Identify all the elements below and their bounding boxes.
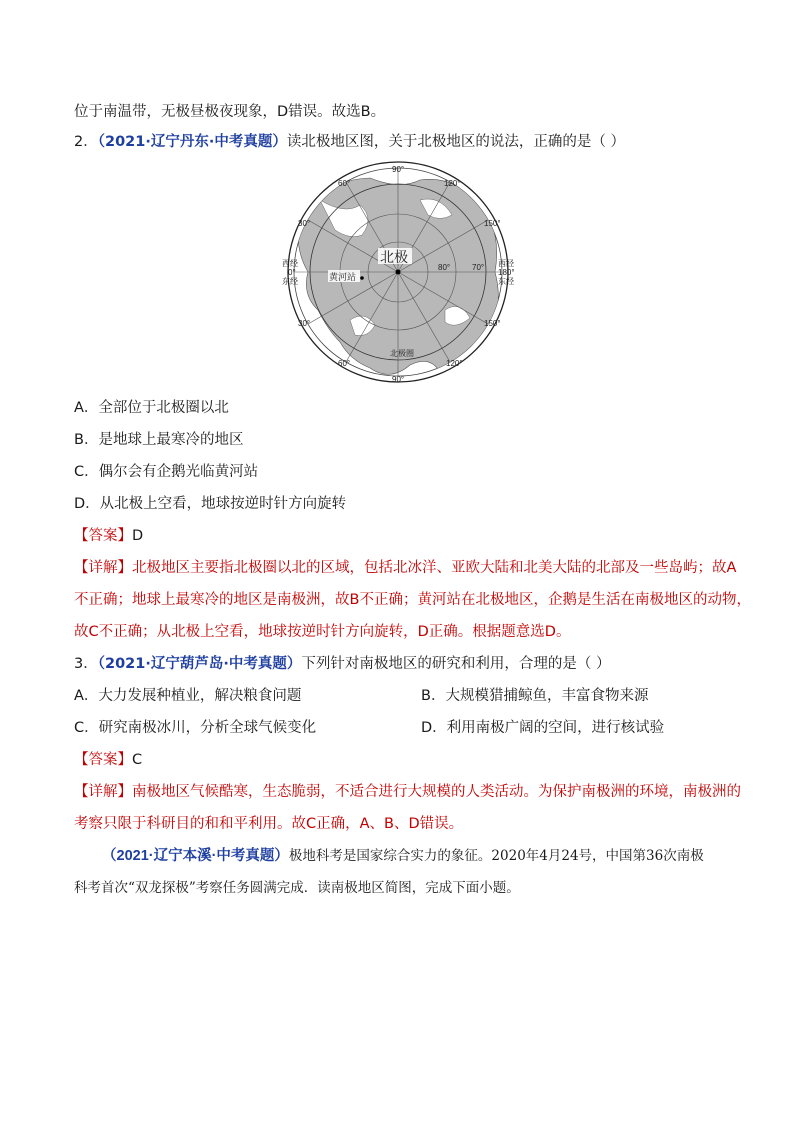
arctic-circle-label: 北极圈 — [390, 349, 414, 358]
lon-150-rightbottom: 150° — [484, 319, 501, 328]
option-b: B．大规模猎捕鲸鱼，丰富食物来源 — [421, 688, 649, 704]
answer-line — [74, 526, 734, 546]
question-number: 3． — [74, 656, 98, 672]
question-2-stem — [74, 132, 734, 152]
option-c: C．偶尔会有企鹅光临黄河站 — [74, 464, 259, 480]
detail-text: 北极地区主要指北极圈以北的区域，包括北冰洋、亚欧大陆和北美大陆的北部及一些岛屿；故A — [132, 560, 737, 576]
detail-line-3: 故C不正确；从北极上空看，地球按逆时针方向旋转，D正确。根据题意选D。 — [74, 624, 571, 640]
lon-120-topright: 120° — [444, 179, 461, 188]
detail-tag: 【详解】 — [74, 784, 132, 800]
question-4-intro-2: 科考首次“双龙探极”考察任务圆满完成．读南极地区简图，完成下面小题。 — [74, 880, 520, 896]
answer-tag: 【答案】 — [74, 752, 132, 768]
answer-tag: 【答案】 — [74, 528, 132, 544]
answer-value: D — [132, 528, 144, 544]
option-a: A．全部位于北极圈以北 — [74, 400, 229, 416]
option-b: B．是地球上最寒冷的地区 — [74, 432, 244, 448]
arctic-map — [280, 160, 516, 386]
north-pole-dot — [396, 270, 401, 275]
lon-150-right: 150° — [484, 219, 501, 228]
station-label: 黄河站 — [329, 272, 357, 282]
lon-90-top: 90° — [392, 165, 405, 174]
option-c: C．研究南极冰川，分析全球气候变化 — [74, 720, 317, 736]
continuation-text: 位于南温带，无极昼极夜现象，D错误。故选B。 — [74, 104, 386, 120]
question-4-intro-1 — [102, 846, 734, 866]
option-d: D．从北极上空看，地球按逆时针方向旋转 — [74, 496, 347, 512]
lat-70-label: 70° — [472, 263, 485, 272]
detail-line-2: 考察只限于科研目的和和平利用。故C正确，A、B、D错误。 — [74, 816, 464, 832]
lon-120-bottomright: 120° — [446, 359, 463, 368]
lon-60-bottomleft: 60° — [338, 359, 351, 368]
lat-80-label: 80° — [438, 263, 451, 272]
west-label-right: 西经 — [498, 259, 514, 268]
detail-text: 南极地区气候酷寒，生态脆弱，不适合进行大规模的人类活动。为保护南极洲的环境，南极洲的 — [132, 784, 741, 800]
lon-0-label: 0° — [288, 268, 296, 277]
question-number: 2． — [74, 134, 98, 150]
intro-text: 极地科考是国家综合实力的象征。2020年4月24号，中国第36次南极 — [288, 848, 704, 864]
question-text: 读北极地区图，关于北极地区的说法，正确的是（ ） — [286, 134, 625, 150]
detail-line-1 — [74, 782, 741, 802]
detail-tag: 【详解】 — [74, 560, 132, 576]
lon-30-topleft: 30° — [298, 219, 311, 228]
answer-line — [74, 750, 734, 770]
q3-options-row-1 — [74, 686, 734, 706]
question-source: （2021·辽宁本溪·中考真题） — [102, 848, 289, 864]
east-label-left: 东经 — [282, 277, 298, 286]
east-label-right: 东经 — [498, 277, 514, 286]
option-a: A．大力发展种植业，解决粮食问题 — [74, 688, 302, 704]
detail-line-2: 不正确；地球上最寒冷的地区是南极洲，故B不正确；黄河站在北极地区，企鹅是生活在南极地区的动物， — [74, 592, 751, 608]
station-dot — [360, 276, 364, 280]
lon-30-left: 30° — [298, 319, 311, 328]
question-source: （2021·辽宁丹东·中考真题） — [97, 134, 287, 150]
west-label-left: 西经 — [282, 259, 298, 268]
lon-60-topleft: 60° — [338, 179, 351, 188]
detail-line-1 — [74, 558, 737, 578]
question-source: （2021·辽宁葫芦岛·中考真题） — [97, 656, 302, 672]
lon-180-label: 180° — [498, 268, 515, 277]
answer-value: C — [132, 752, 143, 768]
question-text: 下列针对南极地区的研究和利用，合理的是（ ） — [301, 656, 611, 672]
option-d: D．利用南极广阔的空间，进行核试验 — [421, 720, 665, 736]
pole-label: 北极 — [380, 249, 408, 265]
question-3-stem — [74, 654, 734, 674]
q3-options-row-2 — [74, 718, 734, 738]
lon-90-bottom: 90° — [392, 375, 405, 384]
